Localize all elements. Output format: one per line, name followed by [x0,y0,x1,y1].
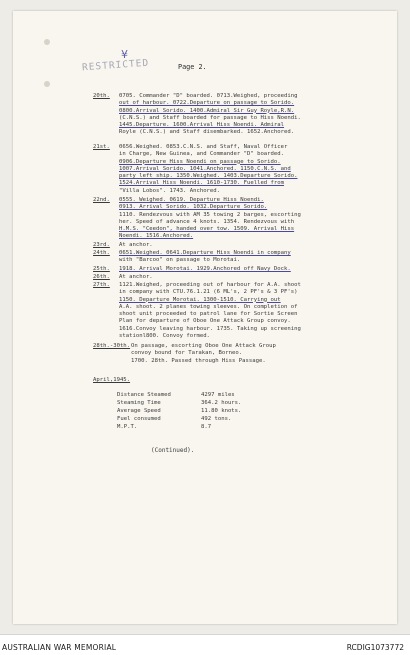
summary-value: 11.80 knots. [201,408,242,414]
punch-hole [44,81,50,87]
summary-label: M.P.T. [117,424,138,430]
entry-line: 1616.Convoy leaving harbour. 1735. Taking up screening [119,325,301,332]
entry-line: (C.N.S.) and Staff boarded for passage to Hiss Noendi. [119,114,301,121]
summary-row [117,424,211,430]
entry-line: 1700. 28th. Passed through Hiss Passage. [131,357,266,364]
entry-date: 27th. [93,282,110,288]
entry-line: 0800.Arrival Sorido. 1400.Admiral Sir Guy Royle,R.N. [119,107,295,114]
entry-line: 0656.Weighed. 0853.C.N.S. and Staff, Naval Officer [119,144,288,150]
entry-date: 22nd. [93,197,110,203]
entry-line: Royle (C.N.S.) and Staff disembarked. 1652.Anchored. [119,129,295,136]
log-entry [119,93,359,137]
entry-date: 24th. [93,250,110,256]
entry-line: 1150. Departure Morotai. 1300-1510. Carrying out [119,296,281,303]
log-entry [119,282,359,340]
summary-label: Fuel consumed [117,416,161,422]
entry-line: out of harbour. 0722.Departure on passage to Sorido. [119,100,295,107]
log-entry [119,144,359,195]
entry-line: 1110. Rendezvous with AM 35 towing 2 barges, escorting [119,211,301,218]
summary-value: 364.2 hours. [201,400,242,406]
entry-line: "Villa Lobos". 1743. Anchored. [119,187,221,194]
entry-line: H.M.S. "Ceedon", handed over tow. 1509. Arrival Hiss [119,226,295,233]
entry-line: At anchor. [119,242,153,248]
entry-line: her. Speed of advance 4 knots. 1354. Rendezvous with [119,218,295,225]
summary-row [117,400,241,406]
entry-line: 1524.Arrival Hiss Noendi. 1610-1730. Fuelled from [119,180,285,187]
summary-value: 4297 miles [201,392,235,398]
entry-line: Noendi. 1516.Anchored. [119,233,194,240]
entry-line: 1121.Weighed, proceeding out of harbour for A.A. shoot [119,282,301,288]
punch-hole [44,39,50,45]
log-entry [119,242,359,249]
summary-label: Average Speed [117,408,161,414]
summary-value: 8.7 [201,424,212,430]
log-entry [131,343,371,365]
summary-row [117,416,231,422]
entry-line: Plan for departure of Oboe One Attack Group convoy. [119,318,291,325]
entry-line: On passage, escorting Oboe One Attack Group [131,343,276,349]
log-entry [119,197,359,241]
summary-value: 492 tons. [201,416,232,422]
entry-line: with "Barcoo" on passage to Morotai. [119,257,241,264]
log-entry [119,274,359,281]
entry-date: 21st. [93,144,110,150]
record-id: RCDIG1073772 [346,643,404,652]
entry-line: in company with CTU.76.1.21 (6 ML's, 2 PF's & 3 PF's) [119,289,298,296]
entry-line: 1445.Departure. 1600.Arrival Hiss Noendi. Admiral [119,122,285,129]
handwritten-mark: ¥ [121,48,128,61]
entry-line: in Charge, New Guinea, and Commander "D" boarded. [119,151,285,158]
entry-line: stationl800. Convoy formed. [119,333,210,340]
entry-date: 25th. [93,266,110,272]
log-entry [119,266,359,273]
summary-label: Distance Steamed [117,392,171,398]
summary-row [117,392,235,398]
entry-date: 20th. [93,93,110,99]
entry-date: 26th. [93,274,110,280]
entry-line: shoot unit proceeded to patrol lane for Sortie Screen [119,311,298,318]
entry-line: 0913. Arrival Sorido. 1032.Departure Sorido. [119,204,268,211]
entry-line: At anchor. [119,274,153,280]
entry-line: 1007.Arrival Sorido. 1041.Anchored. 1150.C.N.S. and [119,165,291,172]
entry-line: 0705. Commander "D" boarded. 0713.Weighed, proceeding [119,93,298,99]
summary-label: Steaming Time [117,400,161,406]
entry-line: 0906.Departure Hiss Noendi on passage to Sorido. [119,158,281,165]
log-entry [119,250,359,265]
entry-line: party left ship. 1350.Weighed. 1403.Departure Sorido. [119,173,298,180]
entry-line: A.A. shoot. 2 planes towing sleeves. On completion of [119,303,298,310]
summary-row [117,408,241,414]
institution-credit: AUSTRALIAN WAR MEMORIAL [2,643,117,652]
restricted-stamp: RESTRICTED [81,57,150,74]
entry-date: 23rd. [93,242,110,248]
entry-line: 0555. Weighed. 0619. Departure Hiss Noendi. [119,197,264,203]
footer-bar [0,634,410,655]
entry-line: convoy bound for Tarakan, Borneo. [131,350,243,357]
summary-heading: April,1945. [93,377,131,383]
continued-note: (Continued). [151,447,195,454]
entry-date: 28th.-30th. [93,343,131,349]
page-number: Page 2. [178,63,207,71]
entry-line: 1918. Arrival Morotai. 1929.Anchored off Navy Dock. [119,266,291,272]
entry-line: 0651.Weighed. 0641.Departure Hiss Noendi in company [119,250,291,256]
